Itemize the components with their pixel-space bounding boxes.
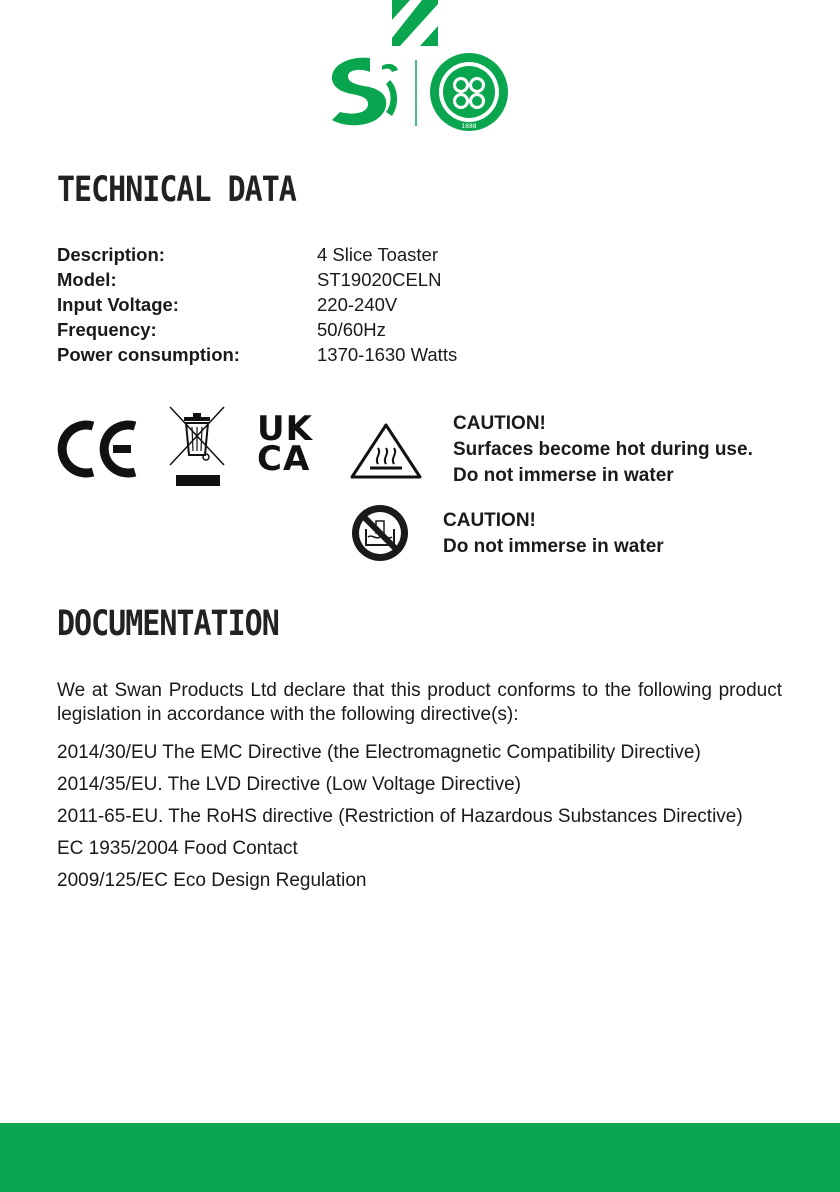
footer-green-bar bbox=[0, 1123, 840, 1192]
caution-immerse-title: CAUTION! bbox=[443, 510, 536, 531]
ukca-top-text: UK bbox=[257, 409, 313, 449]
spec-value-frequency: 50/60Hz bbox=[317, 319, 386, 340]
hot-surface-icon bbox=[350, 422, 422, 480]
spec-label-description: Description: bbox=[57, 244, 165, 265]
svg-text:1888: 1888 bbox=[461, 123, 477, 130]
directive-item: 2011-65-EU. The RoHS directive (Restriction of Hazardous Substances Directive) bbox=[57, 806, 743, 827]
top-stripe-decoration bbox=[392, 0, 438, 46]
documentation-heading: DOCUMENTATION bbox=[57, 604, 279, 645]
spec-label-power-consumption: Power consumption: bbox=[57, 344, 240, 365]
caution-hot-line1: Surfaces become hot during use. bbox=[453, 439, 753, 460]
no-immerse-icon bbox=[350, 503, 410, 563]
swan-logo bbox=[332, 58, 398, 126]
caution-immerse-line1: Do not immerse in water bbox=[443, 536, 664, 557]
brand-logo-lockup bbox=[326, 52, 516, 132]
spec-value-input-voltage: 220-240V bbox=[317, 294, 398, 315]
directive-item: 2014/35/EU. The LVD Directive (Low Voltage Directive) bbox=[57, 774, 521, 795]
caution-hot-line2: Do not immerse in water bbox=[453, 465, 674, 486]
technical-data-heading: TECHNICAL DATA bbox=[57, 170, 296, 211]
celtic-fc-crest bbox=[430, 53, 508, 131]
caution-no-immerse bbox=[443, 508, 664, 560]
spec-value-power-consumption: 1370-1630 Watts bbox=[317, 344, 458, 365]
directive-item: 2014/30/EU The EMC Directive (the Electromagnetic Compatibility Directive) bbox=[57, 742, 701, 763]
spec-value-model: ST19020CELN bbox=[317, 269, 442, 290]
weee-bin-icon bbox=[166, 405, 228, 487]
spec-label-model: Model: bbox=[57, 269, 117, 290]
declaration-paragraph: We at Swan Products Ltd declare that this product conforms to the following product legislation in accordance with the following directive(s): bbox=[57, 680, 782, 725]
spec-label-input-voltage: Input Voltage: bbox=[57, 294, 179, 315]
directive-item: 2009/125/EC Eco Design Regulation bbox=[57, 870, 367, 891]
directive-item: EC 1935/2004 Food Contact bbox=[57, 838, 298, 859]
caution-hot-title: CAUTION! bbox=[453, 413, 546, 434]
ukca-mark-icon bbox=[257, 409, 321, 479]
caution-hot-surface bbox=[453, 411, 753, 489]
spec-value-description: 4 Slice Toaster bbox=[317, 244, 438, 265]
ce-mark-icon bbox=[55, 420, 139, 478]
ukca-bottom-text: CA bbox=[257, 439, 311, 479]
spec-label-frequency: Frequency: bbox=[57, 319, 157, 340]
